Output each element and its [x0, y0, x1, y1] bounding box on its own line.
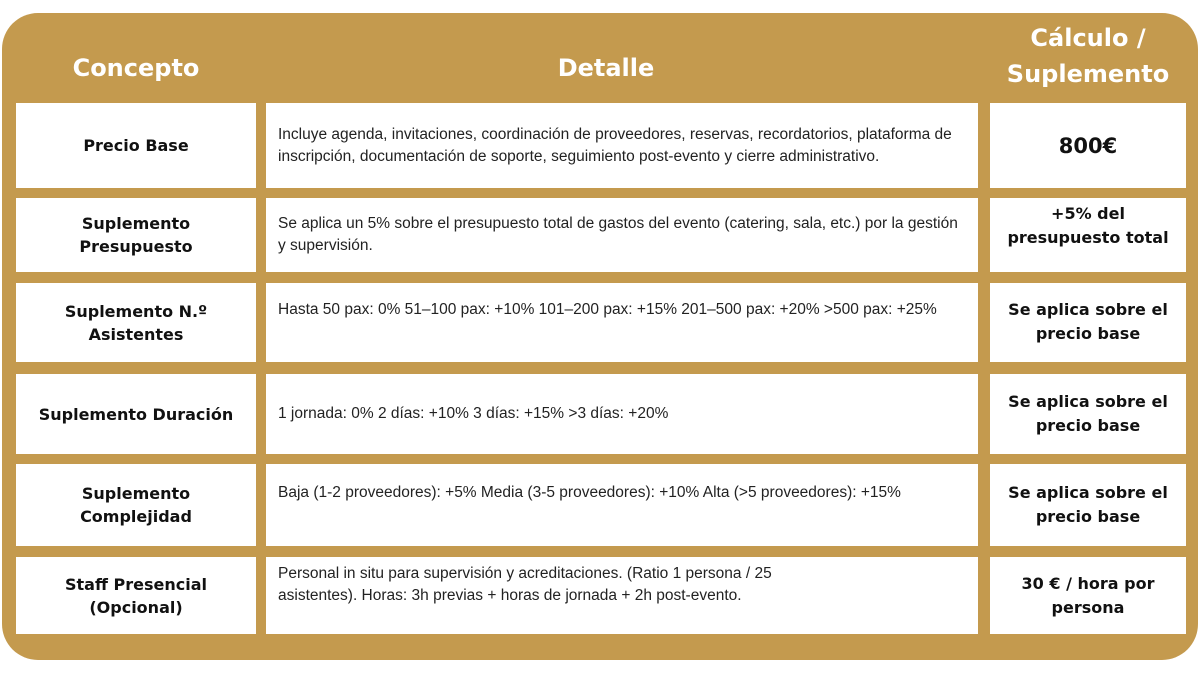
- row-calc: +5% del presupuesto total: [990, 198, 1186, 272]
- row-concept: Suplemento N.º Asistentes: [16, 283, 256, 362]
- row-concept: Suplemento Duración: [16, 374, 256, 454]
- row-calc: 30 € / hora por persona: [990, 557, 1186, 634]
- row-calc: Se aplica sobre el precio base: [990, 374, 1186, 454]
- row-calc: 800€: [990, 103, 1186, 188]
- row-concept: Staff Presencial (Opcional): [16, 557, 256, 634]
- row-detail: 1 jornada: 0% 2 días: +10% 3 días: +15% >3 días: +20%: [266, 374, 978, 454]
- row-concept: Suplemento Presupuesto: [16, 198, 256, 272]
- header-concepto: Concepto: [72, 54, 200, 82]
- row-concept: Precio Base: [16, 103, 256, 188]
- header-detalle: Detalle: [557, 54, 655, 82]
- row-concept: Suplemento Complejidad: [16, 464, 256, 546]
- row-calc: Se aplica sobre el precio base: [990, 464, 1186, 546]
- row-detail: Se aplica un 5% sobre el presupuesto total de gastos del evento (catering, sala, etc.) por la gestión y supervisión.: [266, 198, 978, 272]
- row-calc: Se aplica sobre el precio base: [990, 283, 1186, 362]
- row-detail: Baja (1-2 proveedores): +5% Media (3-5 proveedores): +10% Alta (>5 proveedores): +15%: [266, 464, 978, 546]
- row-detail: Incluye agenda, invitaciones, coordinación de proveedores, reservas, recordatorios, plataforma de inscripción, documentación de soporte, seguimiento post-evento y cierre administrativo.: [266, 103, 978, 188]
- header-calculo: Cálculo / Suplemento: [1006, 24, 1170, 88]
- row-detail: Hasta 50 pax: 0% 51–100 pax: +10% 101–200 pax: +15% 201–500 pax: +20% >500 pax: +25%: [266, 283, 978, 362]
- row-detail: Personal in situ para supervisión y acreditaciones. (Ratio 1 persona / 25 asistentes). Horas: 3h previas + horas de jornada + 2h post-evento.: [266, 557, 978, 634]
